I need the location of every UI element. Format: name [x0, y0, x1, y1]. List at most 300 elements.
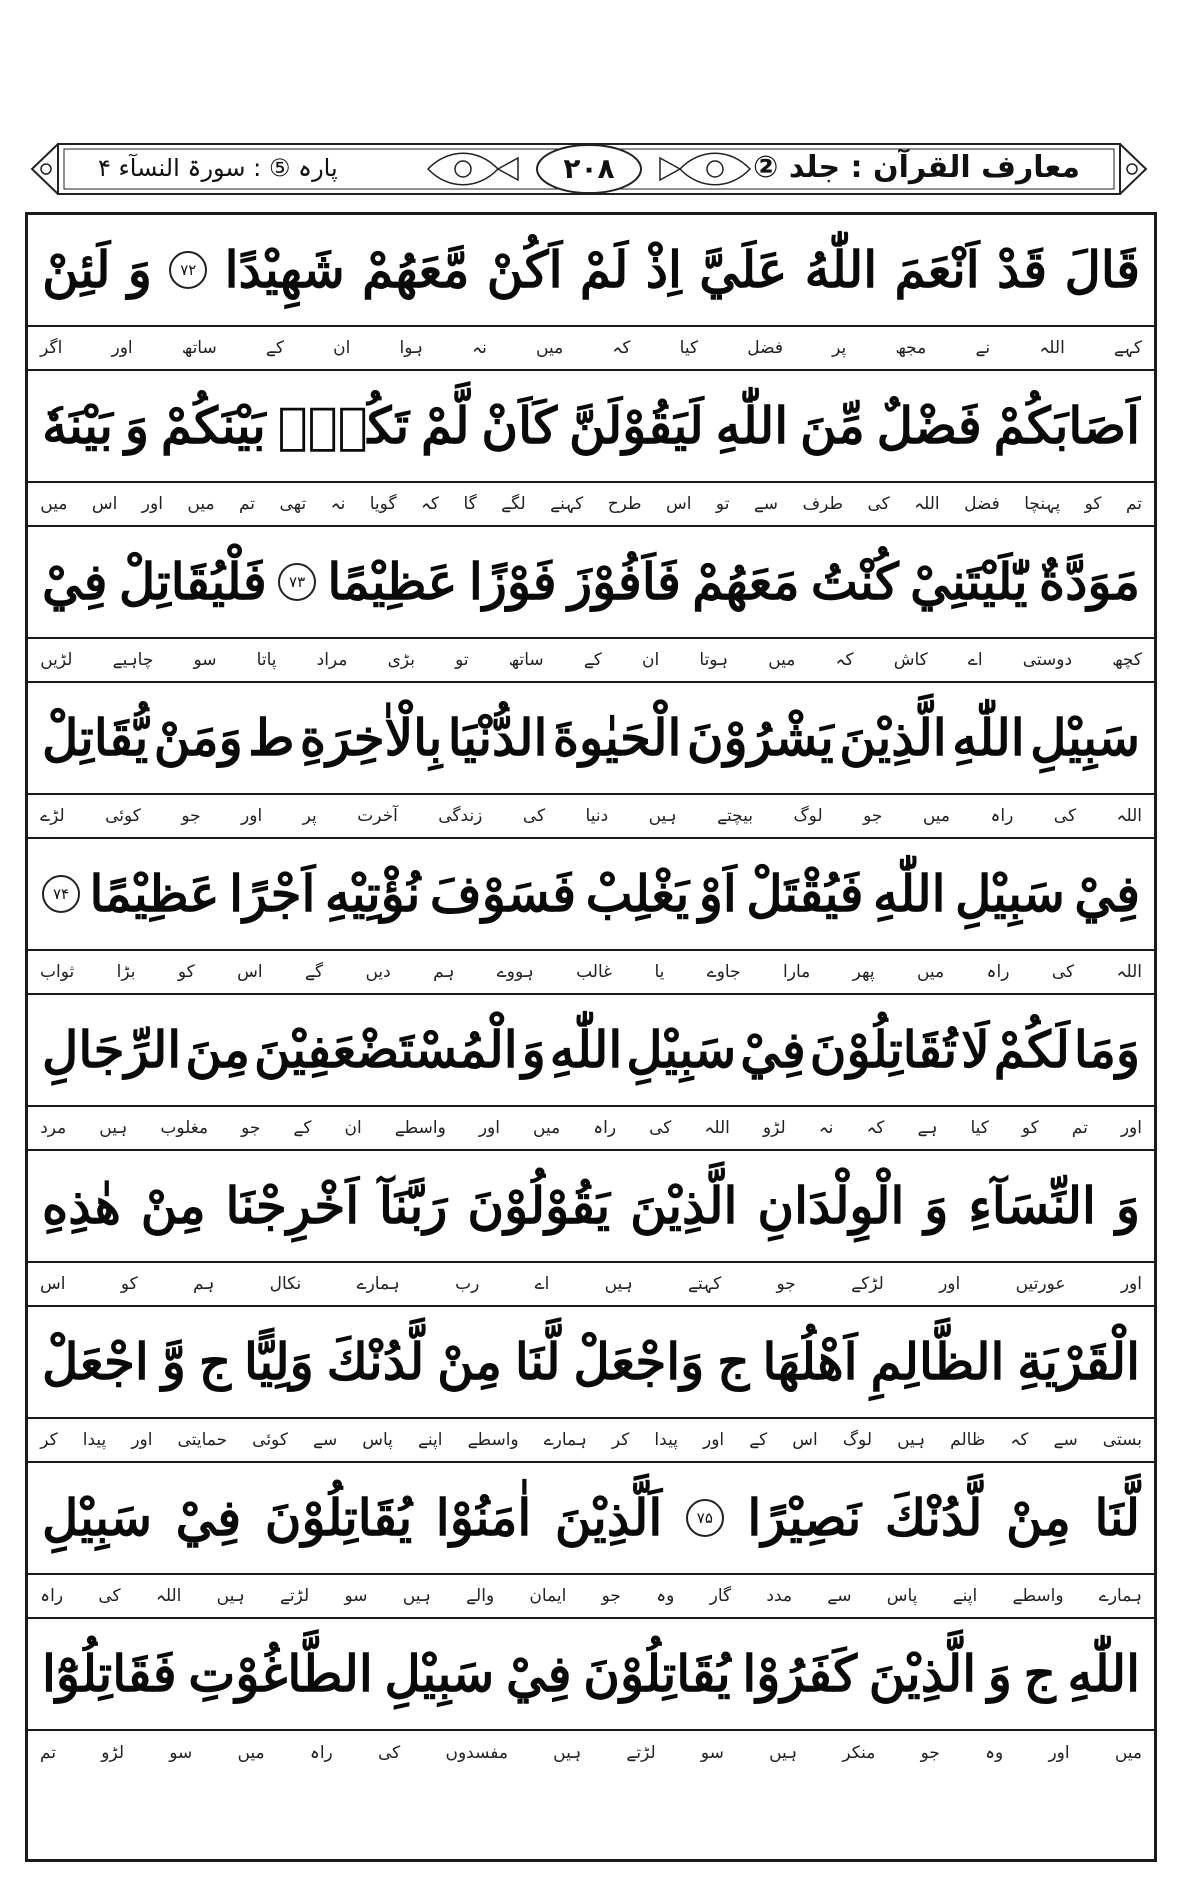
arabic-word: الْحَيٰوةَ [552, 708, 682, 767]
urdu-word: جاوے [706, 961, 741, 982]
arabic-word: الطَّاغُوْتِ [188, 1644, 373, 1703]
urdu-word: اور [1120, 1273, 1142, 1294]
urdu-word: اور [478, 1117, 500, 1138]
urdu-word: دوستی [1022, 649, 1073, 670]
arabic-word: وَ [987, 1644, 1012, 1703]
arabic-word: عَلَيَّ [699, 240, 788, 299]
arabic-word: اللّٰهِ [715, 396, 789, 455]
arabic-word: مِنْ [140, 1176, 206, 1235]
arabic-word: اللّٰهِ [952, 708, 1025, 767]
urdu-word: ہیں [769, 1742, 798, 1763]
urdu-word: سو [344, 1585, 368, 1606]
urdu-word: مراد [316, 649, 348, 670]
urdu-word: مرد [40, 1117, 67, 1138]
urdu-word: اور [141, 493, 163, 514]
urdu-translation-line [28, 1731, 1154, 1775]
urdu-word: میں [40, 493, 68, 514]
urdu-word: ہمارے [543, 1429, 587, 1450]
arabic-word: يُقَاتِلُوْنَ [264, 1488, 413, 1547]
urdu-word: مارا [783, 961, 811, 982]
arabic-word: مِنْ [437, 1332, 502, 1391]
urdu-translation-line [28, 327, 1154, 371]
urdu-word: عورتیں [1015, 1273, 1066, 1294]
urdu-word: پاس [362, 1429, 393, 1450]
arabic-word: يَشْرُوْنَ [686, 708, 834, 767]
volume-title: معارف القرآن : جلد ② [753, 150, 1080, 185]
urdu-word: میں [533, 1117, 561, 1138]
urdu-word: کر [40, 1429, 58, 1450]
urdu-word: ہیں [402, 1585, 431, 1606]
arabic-word: يُقَاتِلُوْنَ [583, 1644, 731, 1703]
urdu-word: راہ [309, 1742, 333, 1763]
arabic-word: وَّ [161, 1332, 186, 1391]
urdu-word: راہ [40, 1585, 64, 1606]
arabic-word: وَ [924, 1176, 949, 1235]
urdu-word: کہے [1113, 337, 1142, 358]
urdu-word: بستی [1102, 1429, 1142, 1450]
urdu-word: ہیں [648, 805, 677, 826]
arabic-word: تَكُنْۢ [277, 396, 410, 455]
urdu-word: کے [293, 1117, 312, 1138]
urdu-word: لڑیں [40, 649, 73, 670]
urdu-translation-line [28, 1107, 1154, 1151]
urdu-word: راہ [593, 1117, 617, 1138]
urdu-translation-line [28, 795, 1154, 839]
urdu-word: مدد [766, 1585, 792, 1606]
arabic-verse-line [28, 995, 1154, 1107]
arabic-word: الْوِلْدَانِ [757, 1176, 905, 1235]
arabic-word: ج [198, 1332, 232, 1391]
urdu-word: جو [601, 1585, 621, 1606]
urdu-word: ساتھ [181, 337, 217, 358]
arabic-verse-line [28, 215, 1154, 327]
arabic-word: وَ [521, 1020, 546, 1079]
arabic-word: مِنْ [1006, 1488, 1071, 1547]
arabic-word: فَلْيُقَاتِلْ [118, 552, 267, 611]
urdu-word: ثواب [40, 961, 75, 982]
arabic-word: بِالْاٰخِرَةِ [299, 708, 443, 767]
urdu-word: ساتھ [508, 649, 544, 670]
urdu-word: لڑو [762, 1117, 786, 1138]
ayah-number-marker: ۷۳ [278, 563, 316, 601]
urdu-word: میں [536, 337, 564, 358]
arabic-word: مَعَهُمْ [692, 552, 800, 611]
arabic-word: النِّسَآءِ [968, 1176, 1096, 1235]
urdu-word: اور [241, 805, 263, 826]
urdu-word: لوگ [793, 805, 823, 826]
urdu-word: اللہ [1039, 337, 1065, 358]
urdu-word: ہیں [553, 1742, 582, 1763]
arabic-word: الَّذِيْنَ [630, 1176, 738, 1235]
urdu-word: نہ [818, 1117, 834, 1138]
urdu-word: تم [1125, 493, 1142, 514]
urdu-word: راہ [986, 961, 1010, 982]
ayah-number-marker: ۷۵ [686, 1499, 724, 1537]
urdu-word: کو [120, 1273, 138, 1294]
urdu-word: وہ [656, 1585, 675, 1606]
urdu-word: کہ [612, 337, 631, 358]
arabic-word: اَوْ [698, 864, 737, 923]
urdu-word: گویا [369, 493, 397, 514]
urdu-word: وہ [985, 1742, 1004, 1763]
arabic-word: رَبَّنَآ [379, 1176, 448, 1235]
arabic-word: اللّٰهِ [1067, 1644, 1140, 1703]
urdu-word: واسطے [1012, 1585, 1064, 1606]
urdu-word: واسطے [394, 1117, 446, 1138]
urdu-word: زندگی [438, 805, 483, 826]
urdu-word: لڑو [101, 1742, 125, 1763]
arabic-word: لَيَقُوْلَنَّ [569, 396, 704, 455]
urdu-word: تم [40, 1742, 57, 1763]
urdu-word: دیں [365, 961, 391, 982]
arabic-word: سَبِيْلِ [384, 1644, 495, 1703]
urdu-word: کی [649, 1117, 672, 1138]
urdu-word: واسطے [467, 1429, 519, 1450]
arabic-word: لَّنَا [514, 1332, 561, 1391]
urdu-word: ہیں [99, 1117, 128, 1138]
arabic-word: بَيْنَهٗ [42, 396, 113, 455]
urdu-word: لڑے [40, 805, 65, 826]
arabic-word: نُؤْتِيْهِ [324, 864, 421, 923]
urdu-word: کہ [420, 493, 440, 514]
urdu-word: کو [1021, 1117, 1039, 1138]
arabic-word: مِّنَ [799, 396, 865, 455]
arabic-word: اللّٰهِ [873, 864, 946, 923]
urdu-word: کے [265, 337, 284, 358]
urdu-word: کہنے [550, 493, 584, 514]
page-header [28, 138, 1150, 200]
urdu-word: مجھ [895, 337, 927, 358]
arabic-word: وَمَا [1073, 1020, 1140, 1079]
page-number: ۲۰۸ [563, 152, 615, 185]
urdu-word: گے [305, 961, 324, 982]
urdu-word: نے [975, 337, 991, 358]
arabic-word: وَ [124, 396, 149, 455]
arabic-word: اَكُنْ [486, 240, 563, 299]
urdu-word: مغلوب [160, 1117, 209, 1138]
arabic-word: الَّذِيْنَ [868, 1644, 977, 1703]
urdu-word: بڑی [387, 649, 415, 670]
arabic-word: فَوْزًا [468, 552, 557, 611]
urdu-word: میں [187, 493, 215, 514]
arabic-word: اٰمَنُوْا [435, 1488, 532, 1547]
urdu-word: جو [863, 805, 883, 826]
urdu-word: تھی [279, 493, 307, 514]
urdu-word: اپنے [952, 1585, 978, 1606]
ayah-number-marker: ۷۴ [42, 875, 80, 913]
urdu-word: تو [455, 649, 469, 670]
arabic-word: اَنْعَمَ [894, 240, 980, 299]
arabic-word: ج [1023, 1644, 1056, 1703]
arabic-verse-line [28, 839, 1154, 951]
arabic-word: بَيْنَكُمْ [160, 396, 266, 455]
urdu-translation-line [28, 1575, 1154, 1619]
arabic-word: لَا [961, 1020, 990, 1079]
arabic-word: فَسَوْفَ [429, 864, 577, 923]
urdu-word: کچھ [1112, 649, 1142, 670]
arabic-word: وَ [1115, 1176, 1140, 1235]
arabic-word: كَاَنْ [481, 396, 558, 455]
arabic-word: مَّعَهُمْ [362, 240, 470, 299]
urdu-word: کوئی [252, 1429, 288, 1450]
arabic-word: سَبِيْلِ [955, 864, 1065, 923]
urdu-word: جو [776, 1273, 796, 1294]
arabic-word: اَجْرًا [229, 864, 316, 923]
arabic-word: اللّٰهُ [804, 240, 878, 299]
urdu-word: کی [522, 805, 546, 826]
urdu-word: اور [111, 337, 133, 358]
urdu-word: اللہ [914, 493, 940, 514]
arabic-word: يَقُوْلُوْنَ [467, 1176, 611, 1235]
arabic-word: اللّٰهِ [549, 1020, 623, 1079]
urdu-word: کی [1051, 961, 1075, 982]
arabic-word: نَصِيْرًا [747, 1488, 862, 1547]
arabic-word: فِيْ [1074, 864, 1140, 923]
urdu-word: مفسدوں [445, 1742, 508, 1763]
arabic-word: فَقَاتِلُوْٓا [42, 1644, 177, 1703]
urdu-word: سو [169, 1742, 193, 1763]
urdu-word: ہوتا [699, 649, 729, 670]
urdu-word: اس [666, 493, 692, 514]
arabic-word: شَهِيْدًا [224, 240, 345, 299]
urdu-word: حمایتی [177, 1429, 228, 1450]
arabic-verse-line [28, 1463, 1154, 1575]
urdu-word: میں [237, 1742, 265, 1763]
urdu-word: پہنچا [1024, 493, 1061, 514]
urdu-word: اور [1048, 1742, 1070, 1763]
urdu-word: بیچتے [717, 805, 754, 826]
arabic-word: سَبِيْلِ [42, 1488, 152, 1547]
urdu-word: دنیا [585, 805, 609, 826]
urdu-word: اور [131, 1429, 153, 1450]
arabic-word: وَلِيًّا [244, 1332, 314, 1391]
arabic-word: يُّقَاتِلْ [42, 708, 149, 767]
urdu-word: غالب [576, 961, 613, 982]
arabic-word: فِيْ [740, 1020, 806, 1079]
ayah-number-marker: ۷۲ [169, 251, 207, 289]
urdu-word: اگر [40, 337, 63, 358]
urdu-word: کہ [866, 1117, 885, 1138]
urdu-word: کر [611, 1429, 630, 1450]
arabic-word: قَالَ [1064, 240, 1140, 299]
urdu-word: ہوا [399, 337, 423, 358]
urdu-word: اس [792, 1429, 818, 1450]
urdu-word: جو [920, 1742, 940, 1763]
urdu-word: میں [1114, 1742, 1142, 1763]
urdu-word: ایمان [529, 1585, 567, 1606]
arabic-word: يّٰلَيْتَنِيْ [910, 552, 1028, 611]
urdu-word: گار [709, 1585, 732, 1606]
arabic-word: اَلَّذِيْنَ [554, 1488, 663, 1547]
urdu-word: اے [967, 649, 983, 670]
urdu-word: نکال [269, 1273, 302, 1294]
urdu-word: لڑتے [626, 1742, 656, 1763]
arabic-word: قَدْ [997, 240, 1048, 299]
urdu-translation-line [28, 639, 1154, 683]
arabic-word: مِنَ [185, 1020, 251, 1079]
urdu-word: کی [377, 1742, 401, 1763]
arabic-word: ج [717, 1332, 750, 1391]
urdu-word: کے [749, 1429, 768, 1450]
urdu-word: اللہ [155, 1585, 182, 1606]
arabic-word: لَّدُنْكَ [326, 1332, 425, 1391]
arabic-word: هٰذِهِ [42, 1176, 121, 1235]
urdu-word: ہم [193, 1273, 215, 1294]
urdu-word: چاہیے [112, 649, 154, 670]
urdu-word: ہمارے [1098, 1585, 1142, 1606]
urdu-word: تو [715, 493, 730, 514]
urdu-translation-line [28, 483, 1154, 527]
urdu-word: کی [867, 493, 890, 514]
urdu-word: لگے [501, 493, 526, 514]
arabic-word: تُقَاتِلُوْنَ [809, 1020, 958, 1079]
urdu-word: تم [238, 493, 256, 514]
urdu-translation-line [28, 951, 1154, 995]
urdu-word: گا [463, 493, 477, 514]
urdu-word: سے [753, 493, 779, 514]
urdu-word: کہ [835, 649, 854, 670]
urdu-word: کے [583, 649, 602, 670]
surah-part-title: پارہ ⑤ : سورۃ النسآء ۴ [98, 154, 338, 182]
urdu-word: منکر [842, 1742, 876, 1763]
urdu-word: پر [302, 805, 317, 826]
urdu-word: کہتے [688, 1273, 722, 1294]
urdu-word: اپنے [417, 1429, 443, 1450]
arabic-verse-line [28, 371, 1154, 483]
urdu-word: میں [916, 961, 945, 982]
urdu-word: سو [700, 1742, 724, 1763]
urdu-word: ان [333, 337, 351, 358]
urdu-word: لوگ [842, 1429, 873, 1450]
arabic-word: لَّدُنْكَ [884, 1488, 983, 1547]
arabic-word: الظَّالِمِ [870, 1332, 1005, 1391]
urdu-word: کہ [1010, 1429, 1029, 1450]
urdu-word: میں [768, 649, 796, 670]
urdu-word: ہیں [216, 1585, 245, 1606]
urdu-word: سے [312, 1429, 338, 1450]
arabic-verse-line [28, 1619, 1154, 1731]
urdu-word: کو [1084, 493, 1102, 514]
arabic-word: وَمَنْ [153, 708, 243, 767]
urdu-word: تم [1071, 1117, 1088, 1138]
urdu-word: فضل [747, 337, 783, 358]
urdu-word: پیدا [654, 1429, 678, 1450]
arabic-word: كُنْتُ [810, 552, 899, 611]
urdu-word: ظالم [950, 1429, 986, 1450]
urdu-word: کیا [970, 1117, 989, 1138]
urdu-word: ہووے [496, 961, 534, 982]
urdu-word: ہیں [604, 1273, 633, 1294]
urdu-word: اے [534, 1273, 550, 1294]
urdu-word: رب [455, 1273, 480, 1294]
arabic-word: الدُّنْيَا [447, 708, 548, 767]
urdu-word: میں [922, 805, 951, 826]
arabic-word: فَضْلٌ [876, 396, 982, 455]
urdu-word: کو [177, 961, 195, 982]
arabic-word: الَّذِيْنَ [839, 708, 947, 767]
arabic-word: الْمُسْتَضْعَفِيْنَ [254, 1020, 518, 1079]
urdu-word: پاتا [256, 649, 277, 670]
urdu-word: نہ [472, 337, 487, 358]
urdu-word: سے [827, 1585, 852, 1606]
urdu-word: اور [939, 1273, 961, 1294]
arabic-word: فِيْ [505, 1644, 572, 1703]
arabic-verse-line [28, 1151, 1154, 1263]
arabic-verse-line [28, 527, 1154, 639]
arabic-word: كَفَرُوْا [742, 1644, 858, 1703]
arabic-word: فَاَفُوْزَ [567, 552, 681, 611]
urdu-word: کی [1053, 805, 1077, 826]
arabic-word: عَظِيْمًا [89, 864, 220, 923]
arabic-word: لَكُمْ [993, 1020, 1070, 1079]
arabic-word: اَهْلُهَا [762, 1332, 858, 1391]
urdu-word: یا [654, 961, 665, 982]
arabic-word: سَبِيْلِ [1030, 708, 1140, 767]
urdu-word: لڑتے [279, 1585, 310, 1606]
arabic-word: وَ [127, 240, 152, 299]
urdu-word: اور [702, 1429, 725, 1450]
urdu-word: پھر [852, 961, 875, 982]
urdu-word: کوئی [105, 805, 141, 826]
urdu-word: سو [193, 649, 217, 670]
arabic-word: عَظِيْمًا [327, 552, 458, 611]
urdu-word: اس [237, 961, 263, 982]
urdu-word: فضل [964, 493, 1000, 514]
arabic-word: اَخْرِجْنَا [225, 1176, 360, 1235]
arabic-word: سَبِيْلِ [626, 1020, 737, 1079]
urdu-word: کیا [679, 337, 699, 358]
urdu-word: کی [98, 1585, 121, 1606]
urdu-word: اس [91, 493, 118, 514]
urdu-word: طرح [607, 493, 642, 514]
urdu-word: آخرت [357, 805, 398, 826]
urdu-word: پر [832, 337, 847, 358]
urdu-word: اس [40, 1273, 66, 1294]
arabic-word: لَمْ [579, 240, 629, 299]
urdu-word: نہ [330, 493, 346, 514]
arabic-word: وَاجْعَلْ [573, 1332, 705, 1391]
arabic-word: فَيُقْتَلْ [746, 864, 864, 923]
arabic-word: اِذْ [645, 240, 682, 299]
urdu-word: والے [466, 1585, 495, 1606]
urdu-translation-line [28, 1263, 1154, 1307]
urdu-word: اللہ [1116, 805, 1142, 826]
urdu-word: ان [642, 649, 660, 670]
urdu-word: ان [344, 1117, 362, 1138]
arabic-word: لَّنَا [1094, 1488, 1140, 1547]
urdu-word: کاش [893, 649, 928, 670]
urdu-word: ہے [917, 1117, 938, 1138]
urdu-word: سے [1053, 1429, 1078, 1450]
urdu-word: پیدا [82, 1429, 107, 1450]
arabic-word: لَئِنْ [42, 240, 111, 299]
arabic-word: الْقَرْيَةِ [1017, 1332, 1140, 1391]
arabic-verse-line [28, 1307, 1154, 1419]
arabic-word: الرِّجَالِ [42, 1020, 182, 1079]
urdu-word: اللہ [704, 1117, 730, 1138]
arabic-word: اجْعَلْ [42, 1332, 149, 1391]
urdu-word: جو [241, 1117, 261, 1138]
quran-text-grid [25, 212, 1157, 1862]
urdu-word: طرف [802, 493, 844, 514]
urdu-word: اللہ [1116, 961, 1142, 982]
arabic-word: ط [248, 708, 295, 767]
arabic-word: مَوَدَّةٌ [1038, 552, 1140, 611]
urdu-word: لڑکے [851, 1273, 884, 1294]
urdu-word: پاس [886, 1585, 918, 1606]
urdu-word: بڑا [116, 961, 136, 982]
arabic-word: فِيْ [175, 1488, 242, 1547]
